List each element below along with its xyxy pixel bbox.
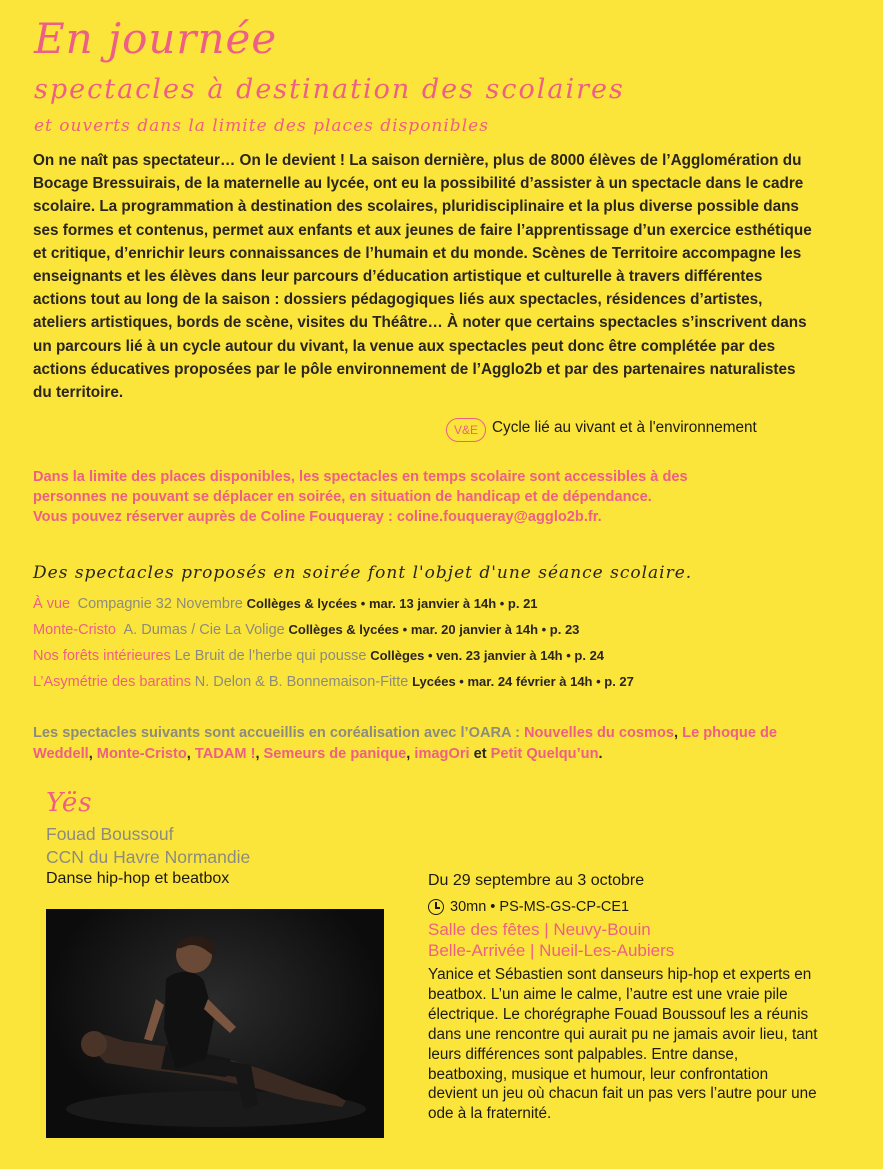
show-company: Compagnie 32 Novembre: [77, 596, 243, 612]
dancers-image: [46, 909, 384, 1138]
page-subtitle-secondary: et ouverts dans la limite des places disponibles: [34, 116, 489, 136]
intro-paragraph: On ne naît pas spectateur… On le devient ! La saison dernière, plus de 8000 élèves de l’Agglomération du Bocage Bressuirais, de la maternelle au lycée, ont eu la possibilité d’assister à un spectacle dans le cadre scolaire. La programmation à destination des scolaires, pluridisciplinaire et la plus diverse possible dans ses formes et contenus, permet aux enfants et aux jeunes de faire l’apprentissage d’un exercice esthétique et critique, d’enrichir leurs connaissances de l’humain et du monde. Scènes de Territoire accompagne les enseignants et les élèves dans leur parcours d’éducation artistique et culturelle à travers différentes actions tout au long de la saison : dossiers pédagogiques liés aux spectacles, résidences d’artistes, ateliers artistiques, bords de scène, visites du Théâtre… À noter que certains spectacles s’inscrivent dans un parcours lié à un cycle autour du vivant, la venue aux spectacles peut donc être complétée par des actions éducatives proposées par le pôle environnement de l’Agglo2b et par des partenaires naturalistes du territoire.: [33, 152, 812, 402]
accessibility-line-1: Dans la limite des places disponibles, les spectacles en temps scolaire sont accessibles à des: [33, 469, 688, 485]
ve-badge-icon: V&E: [446, 418, 486, 442]
oara-show-link[interactable]: Semeurs de panique: [263, 746, 407, 762]
show-title: À vue: [33, 596, 71, 612]
event-venue-2: Belle-Arrivée | Nueil-Les-Aubiers: [428, 941, 675, 960]
event-genre: Danse hip-hop et beatbox: [46, 870, 230, 887]
clock-icon: [428, 899, 444, 915]
show-details: Collèges & lycées • mar. 13 janvier à 14h • p. 21: [246, 596, 538, 611]
separator: ,: [255, 746, 264, 762]
oara-show-link[interactable]: TADAM !: [194, 746, 256, 762]
event-credits: [46, 823, 250, 869]
oara-note: [33, 723, 833, 765]
show-item[interactable]: [33, 596, 853, 622]
event-title: Yës: [46, 788, 93, 818]
oara-intro: Les spectacles suivants sont accueillis en coréalisation avec l’OARA :: [33, 725, 524, 741]
show-company: Le Bruit de l’herbe qui pousse: [174, 648, 367, 664]
oara-show-link[interactable]: imagOri: [414, 746, 470, 762]
ve-label: Cycle lié au vivant et à l'environnement: [492, 419, 757, 436]
event-dates: Du 29 septembre au 3 octobre: [428, 872, 645, 889]
event-venue-1: Salle des fêtes | Neuvy-Bouin: [428, 920, 651, 939]
show-details: Collèges & lycées • mar. 20 janvier à 14h • p. 23: [288, 622, 580, 637]
page-subtitle: spectacles à destination des scolaires: [34, 74, 625, 105]
oara-show-link[interactable]: Monte-Cristo: [96, 746, 187, 762]
accessibility-note: [33, 467, 833, 527]
separator: ,: [186, 746, 195, 762]
event-choreographer: Fouad Boussouf: [46, 824, 174, 844]
oara-show-link[interactable]: Nouvelles du cosmos: [524, 725, 675, 741]
accessibility-line-3[interactable]: Vous pouvez réserver auprès de Coline Fouqueray : coline.fouqueray@agglo2b.fr.: [33, 509, 602, 525]
show-details: Collèges • ven. 23 janvier à 14h • p. 24: [370, 648, 605, 663]
period: .: [598, 746, 603, 762]
show-item[interactable]: [33, 622, 853, 648]
show-item[interactable]: [33, 648, 853, 674]
event-company: CCN du Havre Normandie: [46, 847, 251, 867]
show-title: L’Asymétrie des baratins: [33, 674, 191, 690]
show-company: N. Delon & B. Bonnemaison-Fitte: [194, 674, 409, 690]
oara-show-link[interactable]: Petit Quelqu’un: [490, 746, 599, 762]
show-details: Lycées • mar. 24 février à 14h • p. 27: [412, 674, 634, 689]
show-title: Monte-Cristo: [33, 622, 116, 638]
event-venues: [428, 919, 674, 961]
separator: ,: [88, 746, 97, 762]
event-duration-levels: 30mn • PS-MS-GS-CP-CE1: [450, 899, 630, 915]
event-description: Yanice et Sébastien sont danseurs hip-hop et experts en beatbox. L’un aime le calme, l’autre est une vraie pile électrique. Le chorégraphe Fouad Boussouf les a réunis dans une rencontre qui aurait pu ne jamais avoir lieu, tant leurs différences sont palpables. Entre danse, beatboxing, musique et humour, leur confrontation devient un jeu où chacun fait un pas vers l’autre pour une ode à la fraternité.: [428, 966, 818, 1123]
separator: ,: [674, 725, 683, 741]
conjunction: et: [469, 746, 491, 762]
page-title: En journée: [34, 14, 278, 63]
event-photo: [46, 909, 384, 1138]
event-info: [428, 899, 629, 915]
oara-show-link[interactable]: Le phoque de Weddell: [33, 725, 778, 762]
accessibility-line-2: personnes ne pouvant se déplacer en soirée, en situation de handicap et de dépendance.: [33, 489, 652, 505]
separator: ,: [406, 746, 415, 762]
show-company: A. Dumas / Cie La Volige: [123, 622, 285, 638]
show-item[interactable]: [33, 674, 853, 700]
show-title: Nos forêts intérieures: [33, 648, 171, 664]
show-list: [33, 596, 853, 700]
seance-heading: Des spectacles proposés en soirée font l'objet d'une séance scolaire.: [33, 563, 693, 583]
